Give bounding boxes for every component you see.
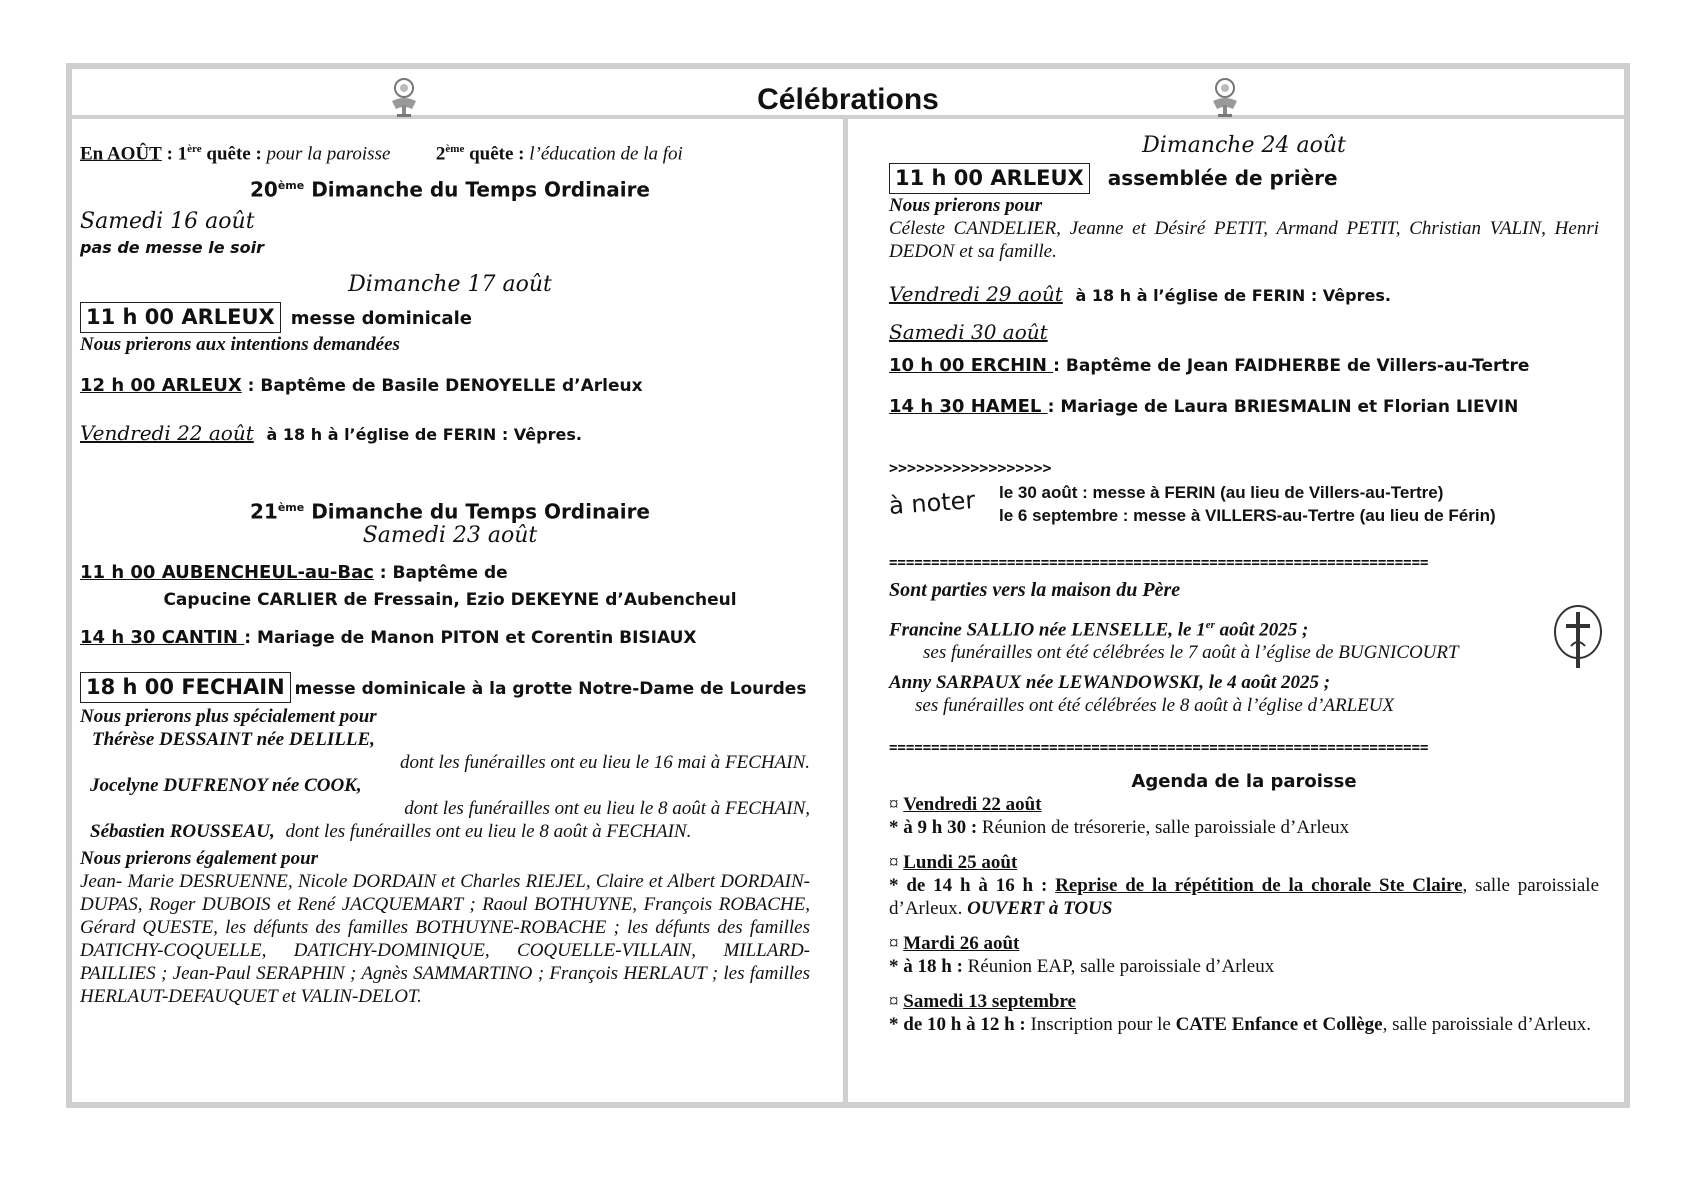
prayer-also: Nous prierons également pour [80,847,319,869]
sat23-day: Samedi 23 août [362,522,538,548]
sun17-day: Dimanche 17 août [348,271,552,297]
sunday21-heading: 21ème Dimanche du Temps Ordinaire [250,499,650,524]
cross-icon [1551,602,1605,674]
fechain-line: 18 h 00 FECHAIN messe dominicale à la grotte Notre-Dame de Lourdes [80,672,820,703]
note1: le 30 août : messe à FERIN (au lieu de Villers-au-Tertre) [999,483,1444,502]
separator-bottom: ================================================================ [889,740,1429,757]
sat16-day: Samedi 16 août [80,208,255,234]
d1-line: Francine SALLIO née LENSELLE, le 1er août 2025 ; [889,619,1309,641]
sun24-names: Céleste CANDELIER, Jeanne et Désiré PETIT, Armand PETIT, Christian VALIN, Henri DEDON et sa famille. [889,218,1599,262]
p1-name: Thérèse DESSAINT née DELILLE, [92,728,375,750]
agenda-title: Agenda de la paroisse [1131,771,1357,793]
aub-names: Capucine CARLIER de Fressain, Ezio DEKEYNE d’Aubencheul [163,589,737,610]
deceased-heading: Sont parties vers la maison du Père [889,579,1181,601]
p3-line: Sébastien ROUSSEAU, dont les funérailles ont eu lieu le 8 août à FECHAIN. [90,820,692,842]
title-bar [72,69,1624,119]
note2: le 6 septembre : messe à VILLERS-au-Tertre (au lieu de Férin) [999,506,1496,525]
fechain-time-box: 18 h 00 FECHAIN [80,672,291,703]
sun24-time-box: 11 h 00 ARLEUX [889,163,1090,194]
sat30-day: Samedi 30 août [889,320,1048,344]
cantin-line: 14 h 30 CANTIN : Mariage de Manon PITON et Corentin BISIAUX [80,626,697,648]
agenda-item: ¤ Mardi 26 août * à 18 h : Réunion EAP, salle paroissiale d’Arleux [889,933,1275,978]
d1-detail: ses funérailles ont été célébrées le 7 août à l’église de BUGNICOURT [923,642,1459,664]
sun17-prayer: Nous prierons aux intentions demandées [80,333,400,355]
monstrance-icon [1207,75,1243,119]
erchin-line: 10 h 00 ERCHIN : Baptême de Jean FAIDHERBE de Villers-au-Tertre [889,355,1530,376]
quete1-text: pour la paroisse [266,143,391,165]
prayer-also-text: Jean- Marie DESRUENNE, Nicole DORDAIN et Charles RIEJEL, Claire et Albert DORDAIN-DUPAS, Roger DUBOIS et René JACQUEMART ; Raoul BOTHUYNE, François ROBACHE, Gérard QUESTE, les défunts des familles BOTHUYNE-ROBACHE ; les défunts des familles DATICHY-COQUELLE, DATICHY-DOMINIQUE, COQUELLE-VILLAIN, MILLARD-PAILLIES ; Jean-Paul SERAPHIN ; Agnès SAMMARTINO ; François HERLAUT ; les familles HERLAUT-DEFAUQUET et VALIN-DELOT. [80,870,810,1007]
hamel-line: 14 h 30 HAMEL : Mariage de Laura BRIESMALIN et Florian LIEVIN [889,396,1519,417]
p2-name: Jocelyne DUFRENOY née COOK, [90,774,362,796]
sun24-prayer: Nous prierons pour [889,195,1043,216]
prayer-special: Nous prierons plus spécialement pour [80,705,377,727]
page-title: Célébrations [757,83,939,116]
left-column [80,122,820,1008]
sun17-line: 11 h 00 ARLEUX messe dominicale [80,302,820,333]
quete-month: En AOÛT [80,143,162,165]
fri22-line: Vendredi 22 août à 18 h à l’église de FERIN : Vêpres. [80,420,582,445]
column-divider [843,119,848,1102]
quete2-text: l’éducation de la foi [529,143,683,165]
sunday20-heading: 20ème Dimanche du Temps Ordinaire [250,177,650,202]
quete-line: En AOÛT : 1ère quête : pour la paroisse 2ème quête : l’éducation de la foi [80,143,683,165]
p1-detail: dont les funérailles ont eu lieu le 16 mai à FECHAIN. [399,751,810,773]
fri29-line: Vendredi 29 août à 18 h à l’église de FERIN : Vêpres. [889,282,1391,306]
p2-detail: dont les funérailles ont eu lieu le 8 août à FECHAIN, [404,797,810,819]
agenda-item: ¤ Samedi 13 septembre * de 10 h à 12 h : Inscription pour le CATE Enfance et Collège, salle paroissiale d’Arleux. [889,991,1592,1036]
d2-name: Anny SARPAUX née LEWANDOWSKI, le 4 août 2025 ; [889,672,1331,694]
d2-detail: ses funérailles ont été célébrées le 8 août à l’église d’ARLEUX [915,695,1395,717]
sun24-line: 11 h 00 ARLEUX assemblée de prière [889,163,1599,194]
arrows-line: >>>>>>>>>>>>>>>>>> [889,459,1052,477]
separator-top: ================================================================ [889,555,1429,571]
sat16-note: pas de messe le soir [80,237,265,257]
sun24-day: Dimanche 24 août [1142,133,1346,158]
bapteme1-line: 12 h 00 ARLEUX : Baptême de Basile DENOYELLE d’Arleux [80,374,643,396]
agenda-item: ¤ Lundi 25 août * de 14 h à 16 h : Reprise de la répétition de la chorale Ste Claire, salle paroissiale d’Arleux. OUVERT à TOUS [889,852,1599,920]
sun17-time-box: 11 h 00 ARLEUX [80,302,281,333]
note-block [889,480,1599,530]
agenda-item: ¤ Vendredi 22 août * à 9 h 30 : Réunion de trésorerie, salle paroissiale d’Arleux [889,794,1350,839]
right-column [889,122,1599,1036]
aub-line: 11 h 00 AUBENCHEUL-au-Bac : Baptême de [80,561,508,583]
a-noter-label: à noter [888,486,977,520]
